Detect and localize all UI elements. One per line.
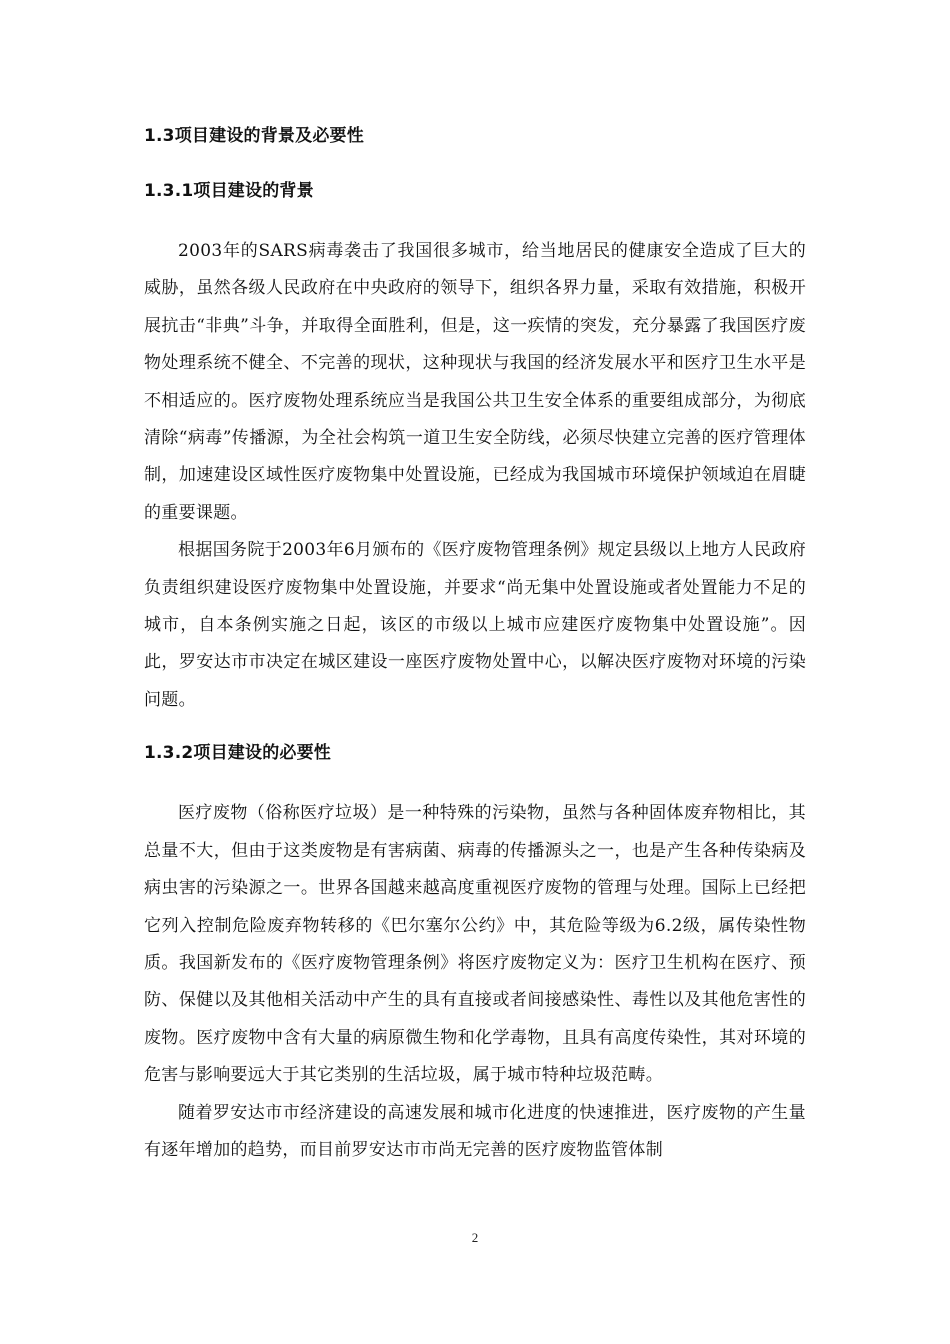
background-paragraph-1: 2003年的SARS病毒袭击了我国很多城市，给当地居民的健康安全造成了巨大的威胁，虽然各级人民政府在中央政府的领导下，组织各界力量，采取有效措施，积极开展抗击“非典”斗争，并取得全面胜利，但是，这一疾情的突发，充分暴露了我国医疗废物处理系统不健全、不完善的现状，这种现状与我国的经济发展水平和医疗卫生水平是不相适应的。医疗废物处理系统应当是我国公共卫生安全体系的重要组成部分，为彻底清除“病毒”传播源，为全社会构筑一道卫生安全防线，必须尽快建立完善的医疗管理体制，加速建设区域性医疗废物集中处置设施，已经成为我国城市环境保护领域迫在眉睫的重要课题。	[144, 241, 806, 523]
background-paragraph-2: 根据国务院于2003年6月颁布的《医疗废物管理条例》规定县级以上地方人民政府负责组织建设医疗废物集中处置设施，并要求“尚无集中处置设施或者处置能力不足的城市，自本条例实施之日起，该区的市级以上城市应建医疗废物集中处置设施”。因此，罗安达市市决定在城区建设一座医疗废物处置中心，以解决医疗废物对环境的污染问题。	[144, 540, 806, 710]
section-heading: 1.3项目建设的背景及必要性	[144, 126, 364, 146]
necessity-heading: 1.3.2项目建设的必要性	[144, 743, 332, 764]
page-number: 2	[471, 1230, 479, 1245]
necessity-paragraph-2: 随着罗安达市市经济建设的高速发展和城市化进度的快速推进，医疗废物的产生量有逐年增加的趋势，而目前罗安达市市尚无完善的医疗废物监管体制	[144, 1102, 806, 1160]
necessity-paragraph-1: 医疗废物（俗称医疗垃圾）是一种特殊的污染物，虽然与各种固体废弃物相比，其总量不大，但由于这类废物是有害病菌、病毒的传播源头之一，也是产生各种传染病及病虫害的污染源之一。世界各国越来越高度重视医疗废物的管理与处理。国际上已经把它列入控制危险废弃物转移的《巴尔塞尔公约》中，其危险等级为6.2级，属传染性物质。我国新发布的《医疗废物管理条例》将医疗废物定义为：医疗卫生机构在医疗、预防、保健以及其他相关活动中产生的具有直接或者间接感染性、毒性以及其他危害性的废物。医疗废物中含有大量的病原微生物和化学毒物，且具有高度传染性，其对环境的危害与影响要远大于其它类别的生活垃圾，属于城市特种垃圾范畴。	[144, 803, 806, 1086]
section-spacer	[144, 719, 806, 735]
page-content	[144, 118, 806, 1169]
background-heading: 1.3.1项目建设的背景	[144, 181, 314, 201]
